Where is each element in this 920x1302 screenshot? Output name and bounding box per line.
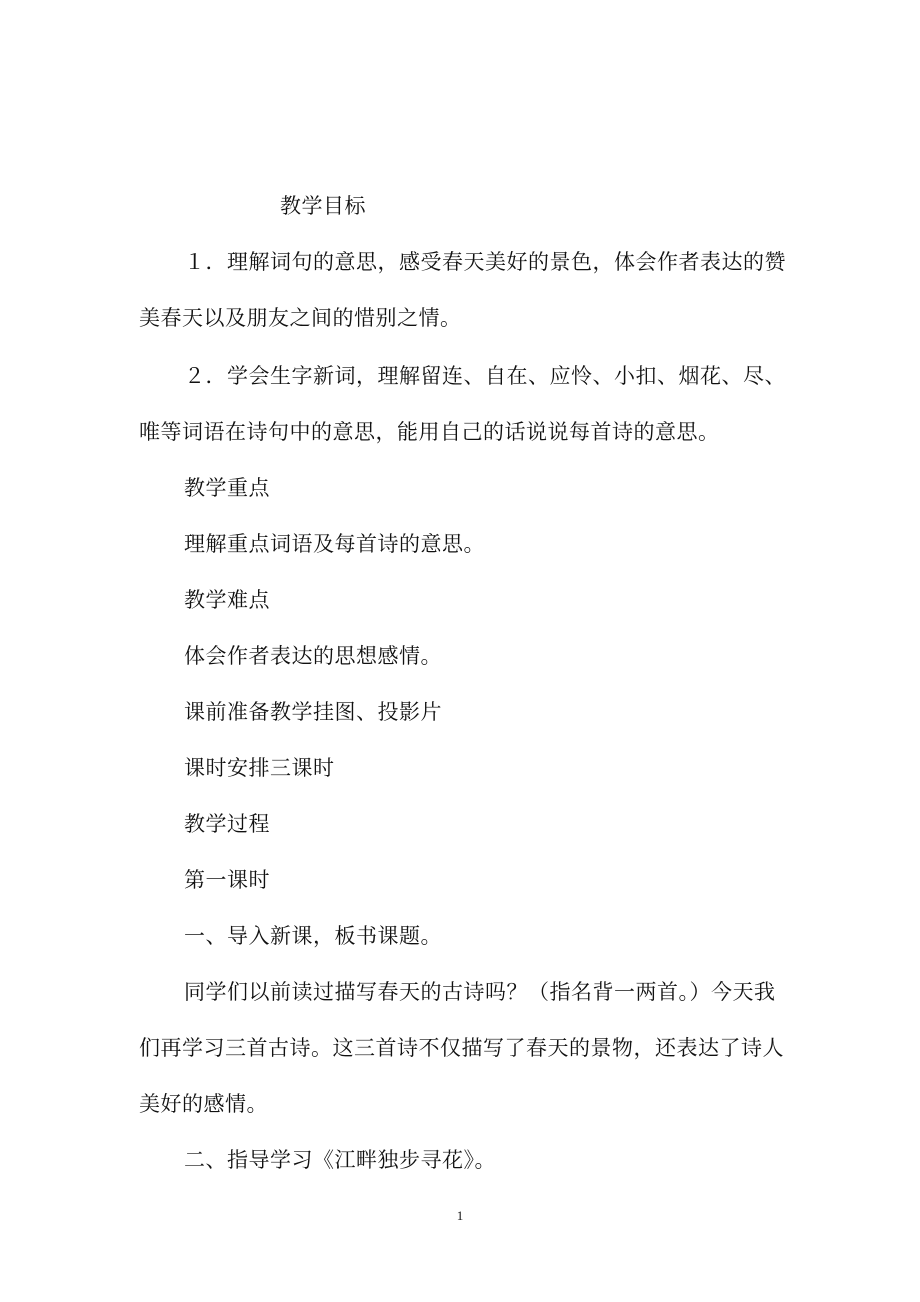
- heading-teaching-process: 教学过程: [184, 812, 270, 836]
- step-2-heading: 二、指导学习《江畔独步寻花》。: [184, 1148, 496, 1172]
- intro-line-1: 同学们以前读过描写春天的古诗吗？（指名背一两首。）今天我: [184, 980, 776, 1004]
- intro-line-2: 们再学习三首古诗。这三首诗不仅描写了春天的景物，还表达了诗人: [139, 1036, 784, 1060]
- step-1-heading: 一、导入新课，板书课题。: [184, 924, 442, 948]
- class-schedule: 课时安排三课时: [184, 756, 335, 780]
- objective-1-line-1: １．理解词句的意思，感受春天美好的景色，体会作者表达的赞: [184, 250, 786, 274]
- heading-difficulties: 教学难点: [184, 588, 270, 612]
- difficulties-text: 体会作者表达的思想感情。: [184, 644, 442, 668]
- page-number: 1: [456, 1208, 464, 1223]
- intro-line-3: 美好的感情。: [139, 1092, 268, 1116]
- lesson-1-heading: 第一课时: [184, 868, 270, 892]
- class-preparation: 课前准备教学挂图、投影片: [184, 700, 442, 724]
- heading-key-points: 教学重点: [184, 476, 270, 500]
- heading-teaching-objectives: 教学目标: [280, 194, 366, 218]
- key-points-text: 理解重点词语及每首诗的意思。: [184, 532, 485, 556]
- objective-1-line-2: 美春天以及朋友之间的惜别之情。: [139, 306, 462, 330]
- objective-2-line-1: ２．学会生字新词，理解留连、自在、应怜、小扣、烟花、尽、: [184, 364, 786, 388]
- objective-2-line-2: 唯等词语在诗句中的意思，能用自己的话说说每首诗的意思。: [139, 420, 720, 444]
